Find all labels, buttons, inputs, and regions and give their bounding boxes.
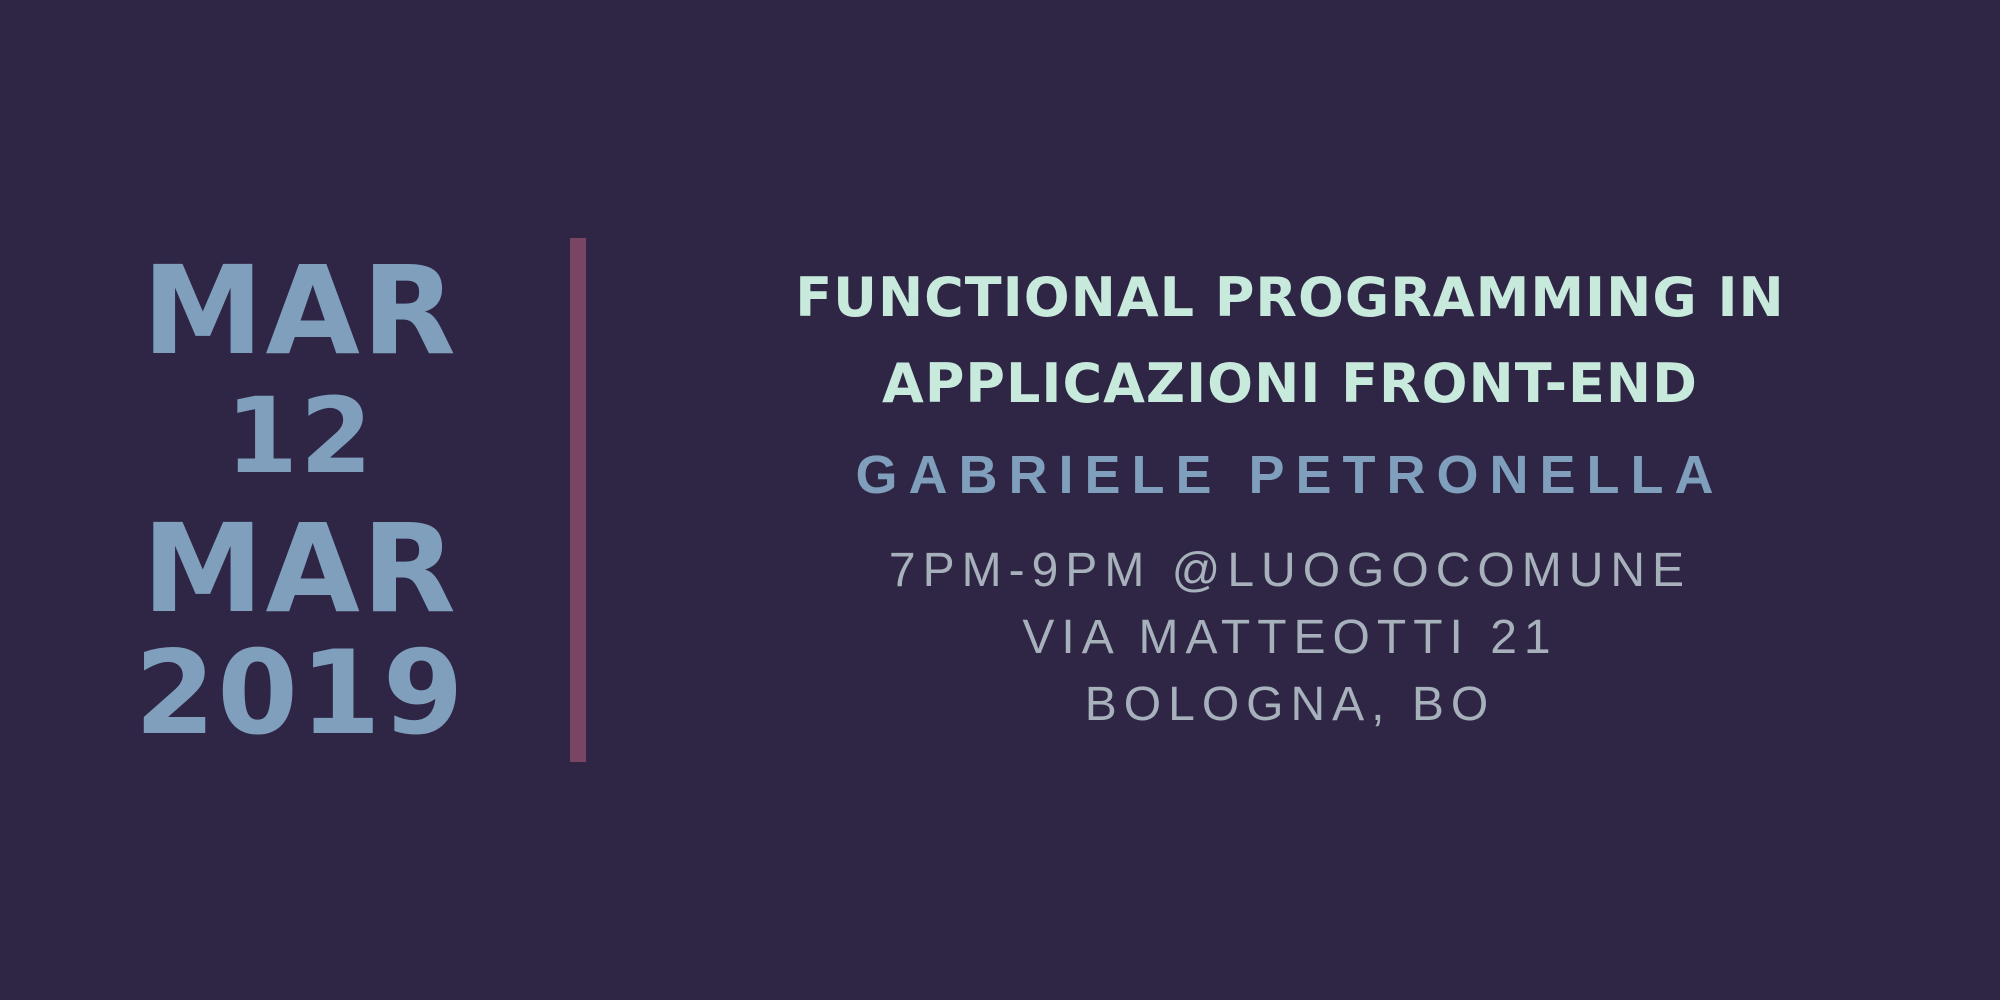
event-info xyxy=(720,255,1860,738)
event-title-line-1: FUNCTIONAL PROGRAMMING IN xyxy=(795,266,1785,329)
event-title-line-2: APPLICAZIONI FRONT-END xyxy=(882,352,1698,415)
date-day: 12 xyxy=(225,375,375,497)
date-month-repeat: MAR xyxy=(142,498,458,640)
date-year: 2019 xyxy=(134,626,466,761)
date-month: MAR xyxy=(142,240,458,382)
city: BOLOGNA, BO xyxy=(1084,678,1496,731)
address: VIA MATTEOTTI 21 xyxy=(1022,611,1558,664)
event-date xyxy=(110,240,490,761)
vertical-divider xyxy=(570,238,586,762)
event-details xyxy=(720,537,1860,738)
speaker-name: GABRIELE PETRONELLA xyxy=(855,445,1725,505)
time-venue: 7PM-9PM @LUOGOCOMUNE xyxy=(888,544,1692,597)
